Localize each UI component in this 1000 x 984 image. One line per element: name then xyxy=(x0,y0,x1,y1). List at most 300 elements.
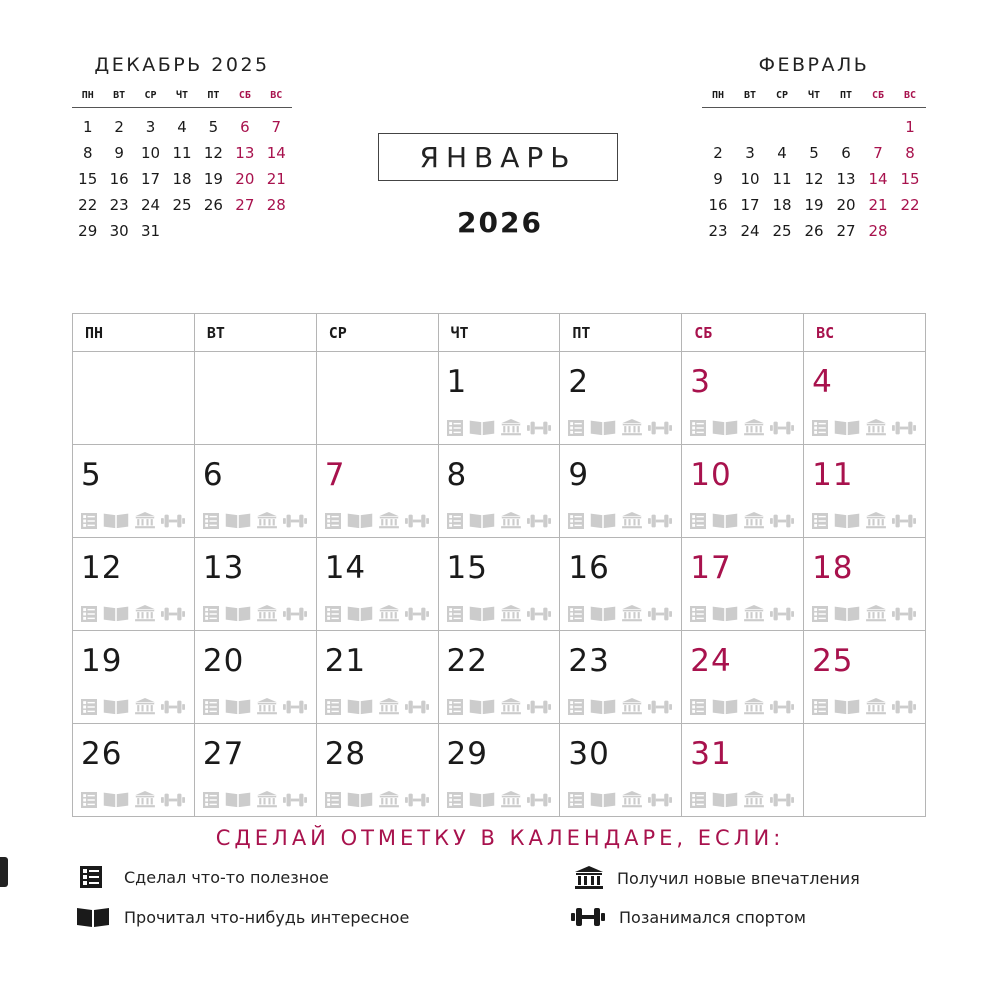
mini-day: 5 xyxy=(809,144,819,162)
day-number: 26 xyxy=(81,736,123,772)
edge-fragment xyxy=(0,857,8,887)
mini-day: 23 xyxy=(708,222,728,240)
mini-weekday-label: СБ xyxy=(871,90,885,101)
day-mark-icons xyxy=(447,512,551,529)
mini-day: 19 xyxy=(203,170,223,188)
dumbbell-icon xyxy=(405,792,429,808)
dumbbell-icon xyxy=(770,699,794,715)
checklist-icon xyxy=(325,606,341,622)
day-cell xyxy=(560,631,682,724)
day-cell xyxy=(194,631,316,724)
dumbbell-icon xyxy=(283,699,307,715)
book-icon xyxy=(712,419,738,436)
day-mark-icons xyxy=(203,605,307,622)
day-cell xyxy=(560,724,682,817)
mini-day: 17 xyxy=(141,170,161,188)
day-cell xyxy=(438,445,560,538)
checklist-icon xyxy=(568,792,584,808)
day-number: 22 xyxy=(446,643,488,679)
mini-day: 25 xyxy=(772,222,792,240)
museum-icon xyxy=(622,419,642,436)
day-cell xyxy=(73,631,195,724)
day-number: 25 xyxy=(812,643,854,679)
mini-day: 8 xyxy=(82,144,93,162)
day-cell xyxy=(804,724,926,817)
checklist-icon xyxy=(812,420,828,436)
week-row xyxy=(73,352,926,445)
dumbbell-icon xyxy=(648,513,672,529)
museum-icon xyxy=(379,791,399,808)
mini-day: 4 xyxy=(177,118,187,136)
checklist-icon xyxy=(568,699,584,715)
museum-icon xyxy=(866,605,886,622)
day-mark-icons xyxy=(81,791,185,808)
mini-day: 1 xyxy=(905,118,915,136)
legend-label: Сделал что-то полезное xyxy=(124,867,329,887)
museum-icon xyxy=(622,698,642,715)
day-cell xyxy=(316,538,438,631)
day-number: 29 xyxy=(446,736,488,772)
day-number: 10 xyxy=(690,457,732,493)
checklist-icon xyxy=(81,513,97,529)
museum-icon xyxy=(501,512,521,529)
dumbbell-icon xyxy=(648,606,672,622)
day-cell xyxy=(682,352,804,445)
day-cell xyxy=(682,538,804,631)
checklist-icon xyxy=(690,513,706,529)
day-cell xyxy=(316,631,438,724)
mini-day: 18 xyxy=(172,170,192,188)
checklist-icon xyxy=(568,606,584,622)
mini-day: 15 xyxy=(78,170,98,188)
museum-icon xyxy=(379,605,399,622)
day-mark-icons xyxy=(325,698,429,715)
mini-day: 22 xyxy=(900,196,920,214)
museum-icon xyxy=(135,698,155,715)
mini-day: 5 xyxy=(208,118,219,136)
dumbbell-icon xyxy=(283,606,307,622)
weekday-label: ПТ xyxy=(560,314,682,352)
book-icon xyxy=(347,791,373,808)
weekday-label: ПН xyxy=(73,314,195,352)
mini-day: 17 xyxy=(740,196,760,214)
day-mark-icons xyxy=(325,791,429,808)
day-mark-icons xyxy=(203,791,307,808)
mini-day: 6 xyxy=(240,118,250,136)
day-cell xyxy=(194,538,316,631)
mini-day xyxy=(766,118,798,137)
museum-icon xyxy=(744,605,764,622)
day-mark-icons xyxy=(690,512,794,529)
museum-icon xyxy=(866,419,886,436)
mini-weekday-label: ВТ xyxy=(113,90,126,101)
day-mark-icons xyxy=(568,698,672,715)
day-mark-icons xyxy=(447,791,551,808)
day-cell xyxy=(682,724,804,817)
day-number: 23 xyxy=(568,643,610,679)
mini-day: 11 xyxy=(772,170,792,188)
day-number: 13 xyxy=(202,550,245,586)
mini-day: 14 xyxy=(868,170,888,188)
checklist-icon xyxy=(447,699,463,715)
day-number: 19 xyxy=(81,643,123,679)
day-cell xyxy=(438,631,560,724)
museum-icon xyxy=(257,605,277,622)
checklist-icon xyxy=(690,420,706,436)
book-icon xyxy=(469,512,495,529)
book-icon xyxy=(590,605,616,622)
book-icon xyxy=(225,605,251,622)
day-number: 9 xyxy=(568,457,590,493)
mini-day: 14 xyxy=(266,144,286,162)
day-number: 20 xyxy=(202,643,245,679)
museum-icon xyxy=(501,698,521,715)
book-icon xyxy=(469,605,495,622)
day-mark-icons xyxy=(81,512,185,529)
mini-day: 2 xyxy=(114,118,124,136)
weekday-label: ЧТ xyxy=(438,314,560,352)
mini-day: 27 xyxy=(836,222,856,240)
day-number: 24 xyxy=(690,643,732,679)
mini-day: 10 xyxy=(141,144,161,162)
day-mark-icons xyxy=(81,605,185,622)
day-cell xyxy=(804,352,926,445)
museum-icon xyxy=(866,512,886,529)
day-number: 4 xyxy=(812,364,833,400)
dumbbell-icon xyxy=(770,792,794,808)
day-mark-icons xyxy=(568,419,672,436)
mini-day: 13 xyxy=(235,144,255,162)
checklist-icon xyxy=(812,606,828,622)
mini-day xyxy=(830,118,862,137)
book-icon xyxy=(834,419,860,436)
museum-icon xyxy=(744,698,764,715)
checklist-icon xyxy=(203,699,219,715)
dumbbell-icon xyxy=(892,699,916,715)
mini-day: 7 xyxy=(271,118,282,136)
book-icon xyxy=(103,791,129,808)
day-cell xyxy=(316,352,438,445)
mini-day: 21 xyxy=(266,170,286,188)
book-icon xyxy=(103,605,129,622)
mini-day: 16 xyxy=(708,196,728,214)
day-number: 1 xyxy=(446,364,468,400)
museum-icon xyxy=(622,605,642,622)
museum-icon xyxy=(135,605,155,622)
dumbbell-icon xyxy=(892,513,916,529)
museum-icon xyxy=(866,698,886,715)
legend-item-useful xyxy=(80,866,329,888)
day-cell xyxy=(194,724,316,817)
mini-day: 28 xyxy=(868,222,888,240)
mini-day: 24 xyxy=(141,196,161,214)
dumbbell-icon xyxy=(770,513,794,529)
day-number: 7 xyxy=(324,457,346,493)
book-icon xyxy=(103,512,129,529)
mini-weekday-label: СБ xyxy=(238,90,251,101)
checklist-icon xyxy=(568,420,584,436)
checklist-icon xyxy=(203,606,219,622)
mini-calendar-title: ФЕВРАЛЬ xyxy=(758,54,870,76)
checklist-icon xyxy=(203,513,219,529)
dumbbell-icon xyxy=(527,513,551,529)
dumbbell-icon xyxy=(770,606,794,622)
week-row xyxy=(73,631,926,724)
mini-day: 9 xyxy=(713,170,723,188)
legend-label: Прочитал что-нибудь интересное xyxy=(124,907,410,927)
book-icon xyxy=(469,419,495,436)
book-icon xyxy=(834,698,860,715)
day-mark-icons xyxy=(690,791,794,808)
mini-day: 25 xyxy=(172,196,192,214)
day-mark-icons xyxy=(690,605,794,622)
mini-weekday-label: ВС xyxy=(903,90,917,101)
dumbbell-icon xyxy=(648,699,672,715)
day-number: 15 xyxy=(446,550,488,586)
weekday-header-row xyxy=(73,314,926,352)
book-icon xyxy=(103,698,129,715)
checklist-icon xyxy=(80,866,102,888)
book-icon xyxy=(712,698,738,715)
mini-day: 28 xyxy=(266,196,286,214)
dumbbell-icon xyxy=(405,513,429,529)
dumbbell-icon xyxy=(648,792,672,808)
day-mark-icons xyxy=(812,698,916,715)
mini-day: 30 xyxy=(109,222,129,240)
mini-day: 26 xyxy=(804,222,824,240)
checklist-icon xyxy=(203,792,219,808)
museum-icon xyxy=(257,512,277,529)
checklist-icon xyxy=(812,699,828,715)
museum-icon xyxy=(744,512,764,529)
day-cell xyxy=(73,352,195,445)
mini-day: 31 xyxy=(141,222,161,240)
day-number: 2 xyxy=(568,364,590,400)
book-icon xyxy=(712,512,738,529)
museum-icon xyxy=(135,791,155,808)
day-cell xyxy=(804,538,926,631)
checklist-icon xyxy=(81,699,97,715)
day-cell xyxy=(73,445,195,538)
mini-weekday-label: ЧТ xyxy=(807,90,821,101)
checklist-icon xyxy=(81,606,97,622)
dumbbell-icon xyxy=(648,420,672,436)
checklist-icon xyxy=(447,792,463,808)
day-mark-icons xyxy=(812,512,916,529)
mini-calendar-title: ДЕКАБРЬ 2025 xyxy=(94,54,270,76)
mini-day: 21 xyxy=(868,196,888,214)
day-mark-icons xyxy=(690,698,794,715)
day-cell xyxy=(560,538,682,631)
book-icon xyxy=(590,698,616,715)
day-number: 16 xyxy=(568,550,610,586)
mini-day: 20 xyxy=(836,196,856,214)
mini-day: 7 xyxy=(873,144,883,162)
day-number: 5 xyxy=(81,457,102,493)
mini-weekday-label: ПН xyxy=(711,90,725,101)
day-cell xyxy=(682,631,804,724)
day-cell xyxy=(682,445,804,538)
weekday-label: СБ xyxy=(682,314,804,352)
day-number: 21 xyxy=(324,643,367,679)
mini-day: 8 xyxy=(905,144,915,162)
mini-day: 11 xyxy=(172,144,192,162)
day-mark-icons xyxy=(568,605,672,622)
mini-weekday-header xyxy=(702,82,926,108)
legend-item-impressions xyxy=(575,866,860,890)
day-mark-icons xyxy=(203,698,307,715)
day-cell xyxy=(194,352,316,445)
book-icon xyxy=(834,605,860,622)
museum-icon xyxy=(257,791,277,808)
checklist-icon xyxy=(690,606,706,622)
dumbbell-icon xyxy=(770,420,794,436)
mini-day: 16 xyxy=(109,170,129,188)
mini-day: 12 xyxy=(804,170,824,188)
dumbbell-icon xyxy=(161,513,185,529)
checklist-icon xyxy=(81,792,97,808)
year-label: 2026 xyxy=(457,206,543,239)
mini-day: 22 xyxy=(78,196,98,214)
day-mark-icons xyxy=(690,419,794,436)
legend-title: СДЕЛАЙ ОТМЕТКУ В КАЛЕНДАРЕ, ЕСЛИ: xyxy=(215,826,785,850)
mini-day xyxy=(734,118,766,137)
book-icon xyxy=(225,791,251,808)
legend-item-sport xyxy=(571,906,806,928)
month-title: ЯНВАРЬ xyxy=(378,133,618,181)
museum-icon xyxy=(501,605,521,622)
checklist-icon xyxy=(690,792,706,808)
mini-day: 20 xyxy=(235,170,255,188)
day-number: 3 xyxy=(690,364,711,400)
museum-icon xyxy=(744,791,764,808)
checklist-icon xyxy=(568,513,584,529)
day-cell xyxy=(438,724,560,817)
mini-day: 23 xyxy=(109,196,129,214)
mini-weekday-label: СР xyxy=(775,90,789,101)
weekday-label: ВС xyxy=(804,314,926,352)
book-icon xyxy=(590,791,616,808)
mini-weekday-label: ВС xyxy=(270,90,283,101)
mini-day: 29 xyxy=(78,222,98,240)
day-number: 17 xyxy=(690,550,732,586)
day-number: 8 xyxy=(446,457,468,493)
day-cell xyxy=(560,352,682,445)
day-mark-icons xyxy=(447,698,551,715)
mini-day: 3 xyxy=(145,118,156,136)
mini-weekday-label: ПТ xyxy=(207,90,220,101)
day-mark-icons xyxy=(812,419,916,436)
day-cell xyxy=(73,538,195,631)
mini-day: 18 xyxy=(772,196,792,214)
museum-icon xyxy=(501,419,521,436)
checklist-icon xyxy=(447,513,463,529)
book-icon xyxy=(225,698,251,715)
mini-day: 1 xyxy=(82,118,93,136)
legend-item-reading xyxy=(76,906,409,928)
weekday-label: СР xyxy=(316,314,438,352)
mini-day: 26 xyxy=(203,196,223,214)
mini-day: 4 xyxy=(777,144,787,162)
dumbbell-icon xyxy=(527,420,551,436)
dumbbell-icon xyxy=(161,792,185,808)
dumbbell-icon xyxy=(405,606,429,622)
book-icon xyxy=(712,791,738,808)
museum-icon xyxy=(575,866,603,890)
book-icon xyxy=(590,512,616,529)
mini-weekday-label: ЧТ xyxy=(175,90,189,101)
book-icon xyxy=(469,698,495,715)
dumbbell-icon xyxy=(161,606,185,622)
museum-icon xyxy=(622,512,642,529)
book-icon xyxy=(347,698,373,715)
museum-icon xyxy=(135,512,155,529)
day-number: 31 xyxy=(690,736,732,772)
mini-day: 6 xyxy=(841,144,851,162)
month-grid-body xyxy=(73,352,926,817)
week-row xyxy=(73,724,926,817)
mini-day: 19 xyxy=(804,196,824,214)
book-icon xyxy=(347,512,373,529)
mini-day: 3 xyxy=(745,144,755,162)
day-mark-icons xyxy=(568,791,672,808)
month-grid xyxy=(72,313,926,817)
day-mark-icons xyxy=(568,512,672,529)
mini-day: 27 xyxy=(235,196,255,214)
book-icon xyxy=(225,512,251,529)
museum-icon xyxy=(744,419,764,436)
mini-day xyxy=(702,118,734,137)
mini-day: 24 xyxy=(740,222,760,240)
museum-icon xyxy=(622,791,642,808)
book-icon xyxy=(347,605,373,622)
day-cell xyxy=(438,352,560,445)
dumbbell-icon xyxy=(283,792,307,808)
day-mark-icons xyxy=(447,419,551,436)
dumbbell-icon xyxy=(892,606,916,622)
day-number: 18 xyxy=(812,550,854,586)
checklist-icon xyxy=(690,699,706,715)
checklist-icon xyxy=(325,513,341,529)
day-cell xyxy=(560,445,682,538)
mini-day: 12 xyxy=(203,144,223,162)
mini-day: 15 xyxy=(900,170,920,188)
day-mark-icons xyxy=(325,512,429,529)
week-row xyxy=(73,538,926,631)
mini-weekday-label: ПН xyxy=(81,90,94,101)
dumbbell-icon xyxy=(161,699,185,715)
day-mark-icons xyxy=(325,605,429,622)
legend-label: Получил новые впечатления xyxy=(617,868,860,888)
mini-weekday-label: ПТ xyxy=(839,90,853,101)
checklist-icon xyxy=(325,699,341,715)
day-cell xyxy=(316,445,438,538)
mini-day: 2 xyxy=(713,144,723,162)
book-icon xyxy=(590,419,616,436)
day-mark-icons xyxy=(447,605,551,622)
museum-icon xyxy=(379,512,399,529)
day-number: 30 xyxy=(568,736,610,772)
day-mark-icons xyxy=(81,698,185,715)
day-number: 28 xyxy=(324,736,367,772)
weekday-label: ВТ xyxy=(194,314,316,352)
mini-day xyxy=(862,118,894,137)
day-cell xyxy=(194,445,316,538)
museum-icon xyxy=(257,698,277,715)
day-cell xyxy=(73,724,195,817)
mini-weekday-header xyxy=(72,82,292,108)
mini-day xyxy=(798,118,830,137)
